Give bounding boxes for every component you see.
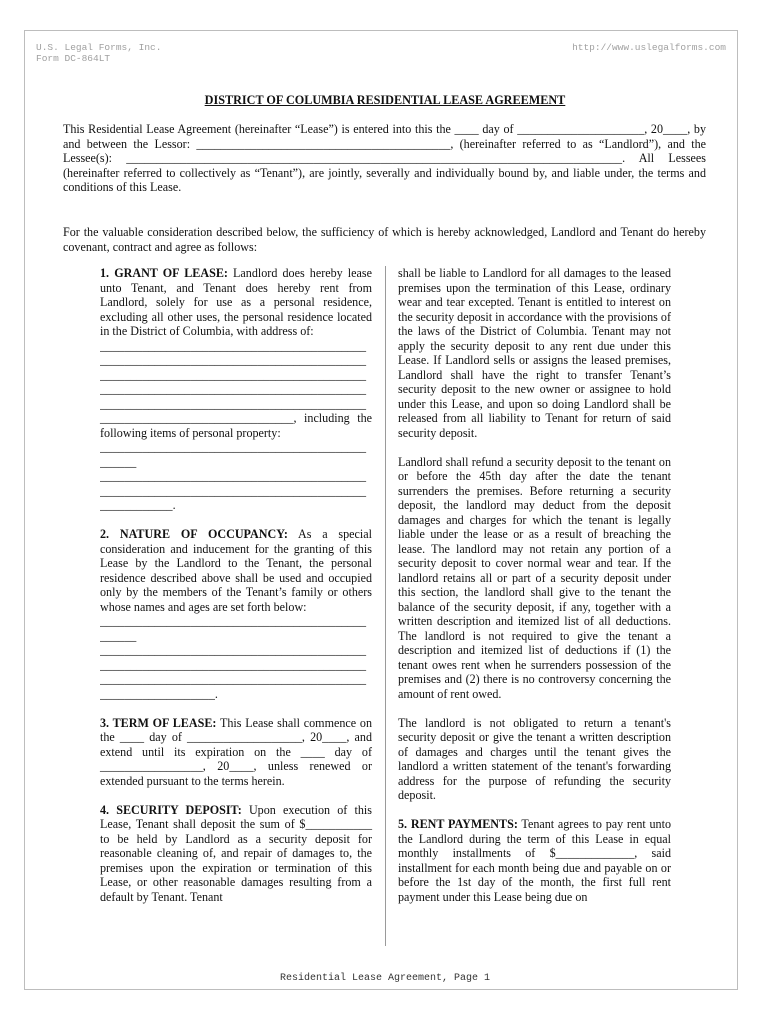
form-number: Form DC-864LT xyxy=(36,53,111,64)
personal-property-intro: ________________________________, including the following items of personal property: xyxy=(100,411,372,440)
occupant-blank-line[interactable]: ____________________________________________ xyxy=(100,643,367,657)
section-3-heading: 3. TERM OF LEASE: xyxy=(100,715,217,730)
address-blank-line[interactable]: ____________________________________________ xyxy=(100,382,367,396)
occupant-blank-line[interactable]: ___________________. xyxy=(100,686,218,701)
security-deposit-refund-paragraph: Landlord shall refund a security deposit to the tenant on or before the 45th day after the date the tenant surrenders the premises. Before returning a security deposit, the landlord may deduct from the deposit damages and charges for which the tenant is legally liable under the lease or as a result of breaching the lease. The landlord may not retain any portion of a security deposit to cover normal wear and tear. If the landlord retains all or part of a security deposit under this section, the landlord shall give to the tenant the balance of the security deposit, if any, together with a written description and itemized list of all deductions. The landlord is not required to give the tenant a description and itemized list of deductions if (1) the tenant owes rent when he surrenders possession of the premises and (2) there is no controversy concerning the amount of rent owed. xyxy=(398,454,671,701)
section-5-text: Tenant agrees to pay rent unto the Landlord during the term of this Lease in equal monthly installments of $_____________, said installment for each month being due and payable on or before the 1st day of the month, the first full rent payment under this Lease being due on xyxy=(398,817,671,904)
section-1-grant-of-lease xyxy=(100,266,372,339)
form-header-left xyxy=(36,42,161,64)
section-3-text: This Lease shall commence on the ____ day of ___________________, 20____, and extend until its expiration on the ____ day of _________________, 20____, unless renewed or extended pursuant to the terms herein. xyxy=(100,715,372,788)
property-blank-line[interactable]: ____________________________________________ xyxy=(100,483,367,498)
section-3-term-of-lease xyxy=(100,716,372,789)
occupant-blank-line[interactable]: ____________________________________________ xyxy=(100,657,367,672)
address-blank-line[interactable]: ____________________________________________ xyxy=(100,396,367,411)
section-2-text: As a special consideration and inducement for the granting of this Lease by the Landlord to the Tenant, the personal residence described above shall be used and occupied only by the members of the Tenant’s family or others whose names and ages are set forth below: xyxy=(100,527,372,614)
section-4-security-deposit xyxy=(100,803,372,905)
forwarding-address-paragraph: The landlord is not obligated to return a tenant's security deposit or give the tenant a written description of damages and charges until the tenant gives the landlord a written statement of the tenant's forwarding address for the purpose of refunding the security deposit. xyxy=(398,715,671,802)
address-blank-line[interactable]: ____________________________________________ xyxy=(100,353,367,367)
section-4-text: Upon execution of this Lease, Tenant shall deposit the sum of $___________ to be held by Landlord as a security deposit for reasonable cleaning of, and repair of damages to, the premises upon the expiration or termination of this Lease, or other reasonable damages resulting from a default by Tenant. Tenant xyxy=(100,802,372,904)
intro-paragraph: This Residential Lease Agreement (hereinafter “Lease”) is entered into this the ____ day of _____________________, 20____, by and between the Lessor: __________________________________________, (hereinafter referred to as “Landlord”), and the Lessee(s): __________________________________________________________________________________. All Lessees (hereinafter referred to collectively as “Tenant”), are jointly, severally and individually bound by, and liable under, the terms and conditions of this Lease. xyxy=(63,122,706,195)
left-column xyxy=(100,266,372,904)
consideration-paragraph: For the valuable consideration described below, the sufficiency of which is hereby acknowledged, Landlord and Tenant do hereby covenant, contract and agree as follows: xyxy=(63,225,706,254)
property-blank-line[interactable]: ____________________________________________ xyxy=(100,440,367,454)
section-4-heading: 4. SECURITY DEPOSIT: xyxy=(100,802,242,817)
property-blank-line[interactable]: ____________________________________________ xyxy=(100,469,367,483)
address-blank-line[interactable]: ____________________________________________ xyxy=(100,367,367,382)
property-blank-line[interactable]: ______ xyxy=(100,454,137,469)
section-5-heading: 5. RENT PAYMENTS: xyxy=(398,817,518,831)
page-footer: Residential Lease Agreement, Page 1 xyxy=(279,973,491,984)
address-blank-line[interactable]: ____________________________________________ xyxy=(100,338,367,353)
section-1-heading: 1. GRANT OF LEASE: xyxy=(100,266,228,280)
occupant-blank-line[interactable]: ____________________________________________ xyxy=(100,672,367,686)
section-2-nature-of-occupancy xyxy=(100,527,372,614)
occupant-blank-line[interactable]: ______ xyxy=(100,628,137,643)
property-blank-line[interactable]: ____________. xyxy=(100,498,176,512)
company-name: U.S. Legal Forms, Inc. xyxy=(36,42,162,53)
section-5-rent-payments xyxy=(398,817,671,904)
document-title: DISTRICT OF COLUMBIA RESIDENTIAL LEASE AGREEMENT xyxy=(204,93,566,107)
section-2-heading: 2. NATURE OF OCCUPANCY: xyxy=(100,527,288,541)
security-deposit-continued: shall be liable to Landlord for all damages to the leased premises upon the termination of this Lease, ordinary wear and tear excepted. Tenant is entitled to interest on the security deposit in accordance with the provisions of the laws of the District of Columbia. Tenant may not apply the security deposit to any rent due under this Lease. If Landlord sells or assigns the leased premises, Landlord shall have the right to transfer Tenant’s security deposit to the new owner or assignee to hold under this Lease, and upon so doing Landlord shall be released from all liability to Tenant for return of said security deposit. xyxy=(398,266,671,440)
occupant-blank-line[interactable]: ____________________________________________ xyxy=(100,614,367,628)
website-url[interactable]: http://www.uslegalforms.com xyxy=(572,42,726,53)
column-divider xyxy=(385,266,386,946)
right-column xyxy=(398,266,671,904)
section-1-text: Landlord does hereby lease unto Tenant, and Tenant does hereby rent from Landlord, solely for use as a personal residence, excluding all other uses, the personal residence located in the District of Columbia, with address of: xyxy=(100,266,372,338)
